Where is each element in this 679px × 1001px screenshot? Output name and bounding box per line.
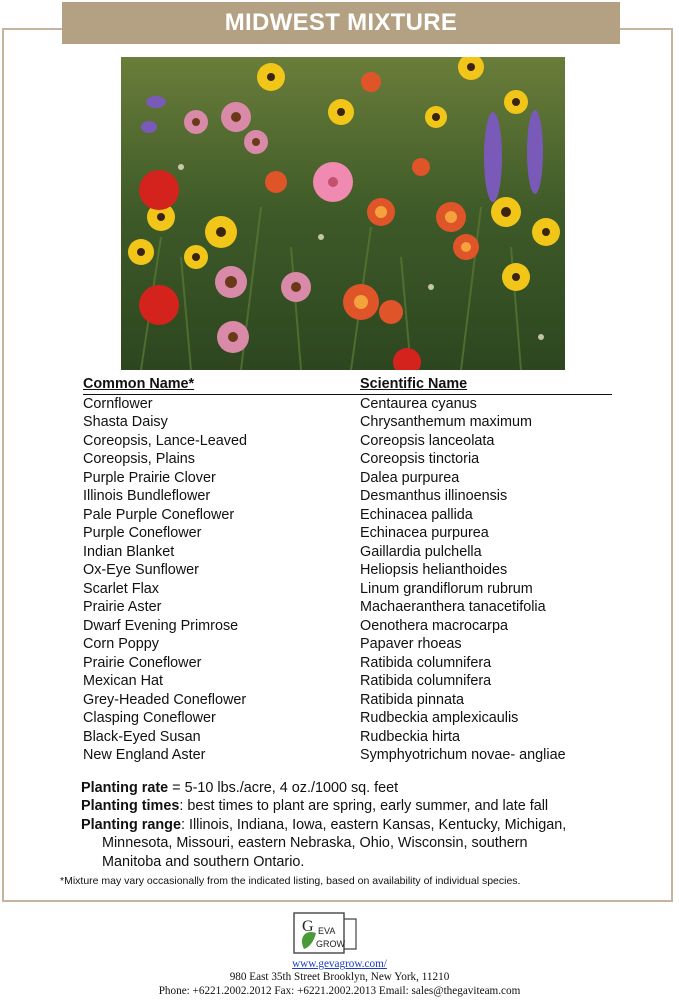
scientific-name: Gaillardia pulchella [360,543,482,560]
scientific-name: Centaurea cyanus [360,395,477,412]
scientific-name: Symphyotrichum novae- angliae [360,747,566,763]
scientific-name: Rudbeckia hirta [360,728,460,745]
common-name: Illinois Bundleflower [83,488,211,504]
scientific-name: Ratibida columnifera [360,673,492,689]
table-header [83,375,612,395]
common-name: Corn Poppy [83,636,159,652]
common-name: New England Aster [83,747,206,763]
common-name: Pale Purple Coneflower [83,506,235,523]
table-row [83,395,612,414]
scientific-name: Ratibida pinnata [360,691,465,708]
table-row [83,580,612,599]
scientific-name-header: Scientific Name [360,376,468,392]
planting-notes [81,779,621,871]
logo-word-grow: GROW [316,939,345,949]
table-row [83,469,612,488]
scientific-name: Papaver rhoeas [360,636,462,652]
wildflower-photo [121,57,565,370]
planting-range-value: : Illinois, Indiana, Iowa, eastern Kansas, Kentucky, Michigan, [180,816,567,833]
logo-word-eva: EVA [318,926,336,936]
scientific-name: Echinacea purpurea [360,525,489,541]
scientific-name: Echinacea pallida [360,506,473,523]
scientific-name: Rudbeckia amplexicaulis [360,710,519,726]
logo-letter-g: G [302,918,314,935]
planting-rate-value: = 5-10 lbs./acre, 4 oz./1000 sq. feet [168,780,399,796]
common-name: Coreopsis, Lance-Leaved [83,432,247,449]
planting-times-value: : best times to plant are spring, early summer, and late fall [179,798,549,815]
geva-grow-logo [292,911,362,957]
common-name: Shasta Daisy [83,414,168,430]
common-name-header: Common Name* [83,376,195,392]
scientific-name: Desmanthus illinoensis [360,488,508,504]
table-row [83,654,612,673]
common-name: Prairie Coneflower [83,654,202,671]
common-name: Scarlet Flax [83,580,159,597]
common-name: Mexican Hat [83,673,163,689]
table-row [83,691,612,710]
planting-range-label: Planting range [81,816,181,833]
species-table [83,375,612,765]
footer-contact: Phone: +6221.2002.2012 Fax: +6221.2002.2013 Email: sales@thegaviteam.com [158,984,521,997]
table-row [83,506,612,525]
website-link[interactable]: www.gevagrow.com/ [292,958,387,970]
table-row [83,635,612,654]
table-row [83,487,612,506]
common-name: Cornflower [83,395,153,412]
footnote: *Mixture may vary occasionally from the indicated listing, based on availability of individual species. [60,875,521,887]
planting-rate-label: Planting rate [81,780,169,796]
table-row [83,450,612,469]
common-name: Purple Prairie Clover [83,469,216,486]
table-row [83,672,612,691]
scientific-name: Ratibida columnifera [360,654,492,671]
table-row [83,561,612,580]
table-row [83,413,612,432]
page-title: MIDWEST MIXTURE [62,2,620,44]
common-name: Black-Eyed Susan [83,728,201,745]
common-name: Coreopsis, Plains [83,451,195,467]
footer [0,958,679,998]
common-name: Indian Blanket [83,543,175,560]
planting-range-line-2: Minnesota, Missouri, eastern Nebraska, Ohio, Wisconsin, southern [102,835,528,852]
table-row [83,432,612,451]
table-row [83,728,612,747]
scientific-name: Linum grandiflorum rubrum [360,580,533,597]
scientific-name: Coreopsis lanceolata [360,432,495,449]
planting-range [81,816,621,834]
common-name: Ox-Eye Sunflower [83,562,199,578]
common-name: Dwarf Evening Primrose [83,617,239,634]
scientific-name: Machaeranthera tanacetifolia [360,599,546,615]
planting-times [81,797,621,815]
common-name: Grey-Headed Coneflower [83,691,247,708]
table-row [83,746,612,765]
scientific-name: Coreopsis tinctoria [360,451,480,467]
table-row [83,617,612,636]
table-row [83,543,612,562]
planting-range-line-3: Manitoba and southern Ontario. [102,853,305,870]
common-name: Prairie Aster [83,599,162,615]
planting-rate [81,779,621,797]
footer-address: 980 East 35th Street Brooklyn, New York, 11210 [229,971,450,984]
scientific-name: Dalea purpurea [360,469,460,486]
scientific-name: Chrysanthemum maximum [360,414,532,430]
common-name: Purple Coneflower [83,525,202,541]
scientific-name: Heliopsis helianthoides [360,562,508,578]
table-row [83,524,612,543]
table-row [83,709,612,728]
scientific-name: Oenothera macrocarpa [360,617,508,634]
table-row [83,598,612,617]
common-name: Clasping Coneflower [83,710,216,726]
planting-times-label: Planting times [81,798,180,815]
